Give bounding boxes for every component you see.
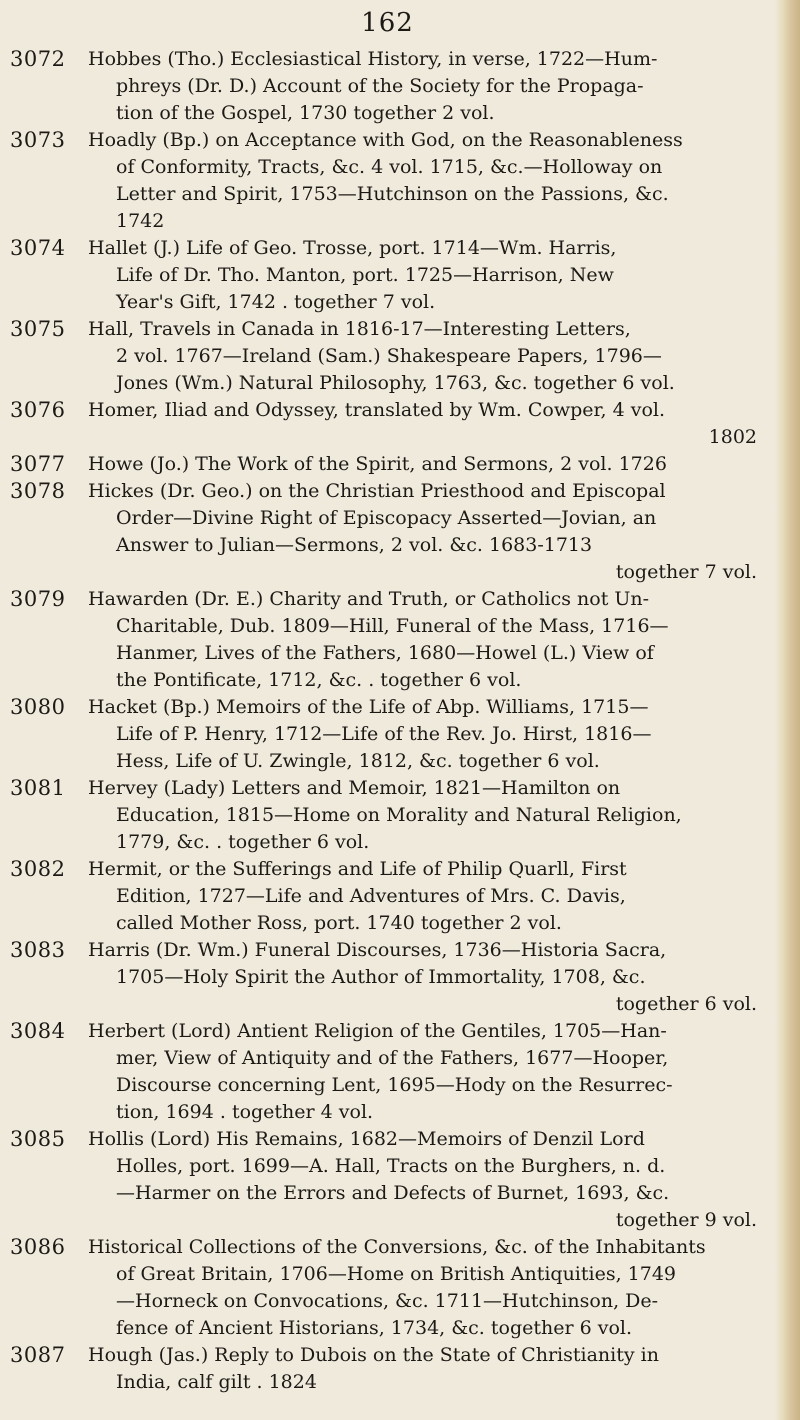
lot-number: 3077 — [10, 452, 66, 476]
catalogue-entry — [0, 1342, 775, 1396]
entry-line: phreys (Dr. D.) Account of the Society for the Propaga- — [116, 75, 644, 97]
entry-line: Year's Gift, 1742 . together 7 vol. — [116, 291, 436, 313]
entry-line: Hermit, or the Sufferings and Life of Philip Quarll, First — [88, 858, 627, 880]
catalogue-entry — [0, 1126, 775, 1234]
entry-line: Education, 1815—Home on Morality and Natural Religion, — [116, 804, 682, 826]
catalogue-entry — [0, 586, 775, 694]
catalogue-entry — [0, 1018, 775, 1126]
entry-line: 2 vol. 1767—Ireland (Sam.) Shakespeare Papers, 1796— — [116, 345, 662, 367]
entry-line: fence of Ancient Historians, 1734, &c. together 6 vol. — [116, 1317, 633, 1339]
catalogue-entry — [0, 694, 775, 775]
entry-line: of Great Britain, 1706—Home on British Antiquities, 1749 — [116, 1263, 677, 1285]
entry-line: Hess, Life of U. Zwingle, 1812, &c. together 6 vol. — [116, 750, 600, 772]
entry-line: 1705—Holy Spirit the Author of Immortality, 1708, &c. — [116, 966, 646, 988]
entry-line: mer, View of Antiquity and of the Fathers, 1677—Hooper, — [116, 1047, 669, 1069]
lot-number: 3074 — [10, 236, 66, 260]
catalogue-entry — [0, 127, 775, 235]
catalogue-entry — [0, 397, 775, 451]
lot-number: 3081 — [10, 776, 66, 800]
entry-line: Hall, Travels in Canada in 1816-17—Interesting Letters, — [88, 318, 631, 340]
entry-line: Hanmer, Lives of the Fathers, 1680—Howel (L.) View of — [116, 642, 654, 664]
entry-line: Hervey (Lady) Letters and Memoir, 1821—Hamilton on — [88, 777, 621, 799]
entry-line: Homer, Iliad and Odyssey, translated by Wm. Cowper, 4 vol. — [88, 399, 666, 421]
entry-line: Edition, 1727—Life and Adventures of Mrs. C. Davis, — [116, 885, 626, 907]
entry-line: Jones (Wm.) Natural Philosophy, 1763, &c. together 6 vol. — [116, 372, 675, 394]
entry-line: Charitable, Dub. 1809—Hill, Funeral of the Mass, 1716— — [116, 615, 669, 637]
lot-number: 3083 — [10, 938, 66, 962]
lot-number: 3072 — [10, 47, 66, 71]
entry-line: Hough (Jas.) Reply to Dubois on the State of Christianity in — [88, 1344, 659, 1366]
entry-line: tion of the Gospel, 1730 together 2 vol. — [116, 102, 495, 124]
entry-line: Hickes (Dr. Geo.) on the Christian Priesthood and Episcopal — [88, 480, 666, 502]
lot-number: 3085 — [10, 1127, 66, 1151]
entry-line: of Conformity, Tracts, &c. 4 vol. 1715, &c.—Holloway on — [116, 156, 663, 178]
entry-line: Holles, port. 1699—A. Hall, Tracts on the Burghers, n. d. — [116, 1155, 666, 1177]
entry-line: together 6 vol. — [615, 993, 757, 1015]
entry-line: called Mother Ross, port. 1740 together 2 vol. — [116, 912, 562, 934]
lot-number: 3073 — [10, 128, 66, 152]
entry-line: Hobbes (Tho.) Ecclesiastical History, in verse, 1722—Hum- — [88, 48, 658, 70]
lot-number: 3076 — [10, 398, 66, 422]
entry-list — [0, 46, 775, 1396]
lot-number: 3080 — [10, 695, 66, 719]
catalogue-entry — [0, 451, 775, 478]
entry-line: Letter and Spirit, 1753—Hutchinson on the Passions, &c. — [116, 183, 669, 205]
entry-line: 1742 — [116, 210, 165, 232]
entry-line: 1779, &c. . together 6 vol. — [116, 831, 370, 853]
lot-number: 3082 — [10, 857, 66, 881]
lot-number: 3086 — [10, 1235, 66, 1259]
lot-number: 3087 — [10, 1343, 66, 1367]
page-number: 162 — [361, 8, 414, 38]
entry-line: Order—Divine Right of Episcopacy Asserted—Jovian, an — [116, 507, 657, 529]
entry-line: Harris (Dr. Wm.) Funeral Discourses, 1736—Historia Sacra, — [88, 939, 667, 961]
entry-line: Life of P. Henry, 1712—Life of the Rev. Jo. Hirst, 1816— — [116, 723, 652, 745]
entry-line: Life of Dr. Tho. Manton, port. 1725—Harrison, New — [116, 264, 614, 286]
entry-line: Herbert (Lord) Antient Religion of the Gentiles, 1705—Han- — [88, 1020, 667, 1042]
entry-line: Hawarden (Dr. E.) Charity and Truth, or Catholics not Un- — [88, 588, 650, 610]
entry-line: 1802 — [708, 426, 757, 448]
entry-line: Howe (Jo.) The Work of the Spirit, and Sermons, 2 vol. 1726 — [88, 453, 667, 475]
entry-line: tion, 1694 . together 4 vol. — [116, 1101, 374, 1123]
catalogue-entry — [0, 775, 775, 856]
catalogue-entry — [0, 235, 775, 316]
entry-line: Hollis (Lord) His Remains, 1682—Memoirs of Denzil Lord — [88, 1128, 645, 1150]
catalogue-entry — [0, 316, 775, 397]
page-edge — [775, 0, 800, 1420]
lot-number: 3078 — [10, 479, 66, 503]
lot-number: 3075 — [10, 317, 66, 341]
entry-line: the Pontificate, 1712, &c. . together 6 vol. — [116, 669, 522, 691]
entry-line: together 7 vol. — [615, 561, 757, 583]
entry-line: Historical Collections of the Conversions, &c. of the Inhabitants — [88, 1236, 706, 1258]
entry-line: Hoadly (Bp.) on Acceptance with God, on the Reasonableness — [88, 129, 683, 151]
entry-line: Hacket (Bp.) Memoirs of the Life of Abp. Williams, 1715— — [88, 696, 649, 718]
entry-line: Discourse concerning Lent, 1695—Hody on the Resurrec- — [116, 1074, 673, 1096]
lot-number: 3079 — [10, 587, 66, 611]
entry-line: together 9 vol. — [615, 1209, 757, 1231]
catalogue-entry — [0, 46, 775, 127]
entry-line: India, calf gilt . 1824 — [116, 1371, 317, 1393]
entry-line: —Horneck on Convocations, &c. 1711—Hutchinson, De- — [116, 1290, 659, 1312]
entry-line: —Harmer on the Errors and Defects of Burnet, 1693, &c. — [116, 1182, 670, 1204]
lot-number: 3084 — [10, 1019, 66, 1043]
catalogue-entry — [0, 1234, 775, 1342]
catalogue-entry — [0, 856, 775, 937]
catalogue-entry — [0, 937, 775, 1018]
catalogue-entry — [0, 478, 775, 586]
entry-line: Answer to Julian—Sermons, 2 vol. &c. 1683-1713 — [116, 534, 593, 556]
entry-line: Hallet (J.) Life of Geo. Trosse, port. 1714—Wm. Harris, — [88, 237, 617, 259]
